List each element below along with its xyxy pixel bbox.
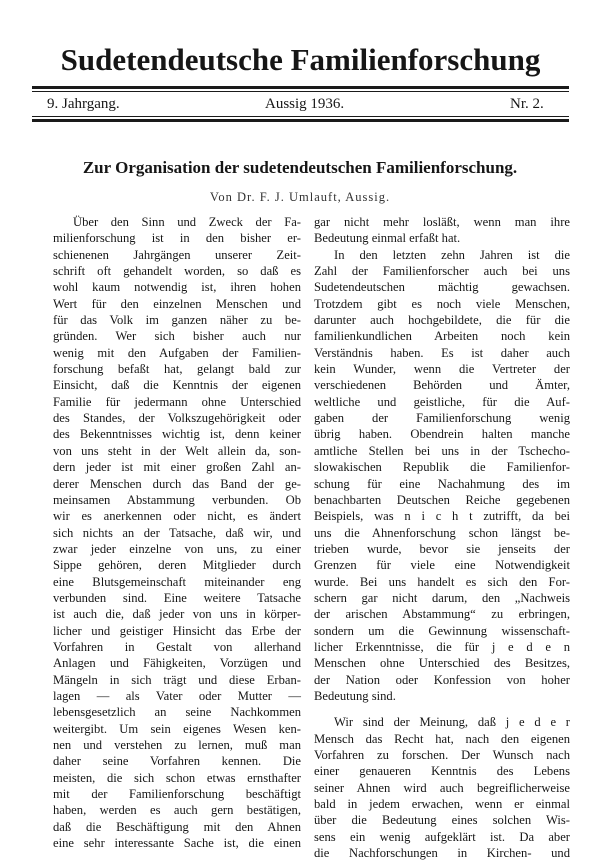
text-line: meisten, die sich schon etwas ernsthafter bbox=[53, 770, 301, 785]
text-line: Anlagen und Fähigkeiten, Vorzügen und bbox=[53, 656, 301, 671]
text-line: nen und verstehen zu lernen, muß man bbox=[53, 738, 301, 752]
text-line: sich nichts an der Tatsache, daß wir, und bbox=[53, 525, 301, 540]
text-line: Grenzen für viele eine Notwendigkeit bbox=[314, 558, 570, 573]
text-line: Sudetendeutschen mächtig gewachsen. bbox=[314, 280, 570, 295]
text-line: Einsicht, daß die Kenntnis der eigenen bbox=[53, 378, 301, 393]
text-line: meinsamen Abstammung verbunden. Ob bbox=[53, 492, 301, 507]
text-line: verbunden sind. Eine weitere Tatsache bbox=[53, 590, 301, 605]
text-line: einer genaueren Kenntnis des Lebens bbox=[314, 764, 570, 779]
text-line: Familie für jedermann ohne Unterschied bbox=[53, 394, 301, 409]
divider bbox=[32, 119, 569, 122]
text-line: Mängeln in sich trägt und diese Erban- bbox=[53, 672, 301, 687]
right-column bbox=[314, 214, 570, 861]
text-line: Bedeutung einmal erfaßt hat. bbox=[314, 231, 461, 246]
text-line: gaben der Familienforschung wenig bbox=[314, 411, 570, 426]
text-line: lagen — als Vater oder Mutter — bbox=[53, 688, 301, 703]
text-line: verschiedenen Behörden und Ämter, bbox=[314, 378, 570, 393]
text-line: eine sehr interessante Sache ist, die einen bbox=[53, 836, 301, 851]
text-line: Wir sind der Meinung, daß j e d e r bbox=[334, 715, 570, 730]
article-title: Zur Organisation der sudetendeutschen Familienforschung. bbox=[82, 158, 518, 177]
text-line: weltliche und geistliche, für die Auf- bbox=[314, 394, 570, 409]
text-line: lebensgesetzlich an seine Nachkommen bbox=[53, 705, 301, 720]
text-line: Beispiels, was n i c h t zutrifft, da bei bbox=[314, 509, 570, 524]
text-line: Vorfahren zu forschen. Der Wunsch nach bbox=[314, 748, 570, 762]
text-line: Sippe gehören, deren Mitglieder durch bbox=[53, 558, 301, 573]
text-line: trieben wurde, bevor sie jenseits der bbox=[314, 541, 570, 556]
text-line: In den letzten zehn Jahren ist die bbox=[334, 247, 570, 262]
text-line: der arischen Abstammung“ zu erbringen, bbox=[314, 607, 570, 622]
text-line: haben, werden es auch gern bestätigen, bbox=[53, 803, 301, 818]
text-line: der Nation oder Konfession von hoher bbox=[314, 672, 570, 687]
text-line: über die Bedeutung eines solchen Wis- bbox=[314, 813, 570, 828]
text-line: Menschen ohne Unterschied des Besitzes, bbox=[314, 656, 570, 671]
text-line: sondern um die Gewinnung wissenschaft- bbox=[314, 623, 570, 638]
text-line: schrift oft gehandelt worden, so daß es bbox=[53, 264, 301, 279]
text-line: slowakischen Republik die Familienfor- bbox=[314, 460, 570, 475]
divider bbox=[32, 116, 569, 117]
left-column bbox=[53, 214, 301, 851]
text-line: kein Wunder, wenn die Vertreter der bbox=[314, 362, 570, 377]
masthead-title: Sudetendeutsche Familienforschung bbox=[60, 42, 541, 77]
text-line: gar nicht mehr losläßt, wenn man ihre bbox=[314, 215, 570, 229]
text-line: Trotzdem gibt es noch viele Menschen, bbox=[314, 296, 570, 311]
text-line: forschung befaßt hat, gelangt bald zur bbox=[53, 362, 301, 377]
text-line: licher Erkenntnisse, die für j e d e n bbox=[314, 639, 570, 654]
text-line: schern gar nicht darum, den „Nachweis bbox=[314, 590, 570, 605]
text-line: derer Menschen durch das Band der ge- bbox=[53, 476, 301, 491]
text-line: darunter auch hochgebildete, die für die bbox=[314, 313, 570, 328]
text-line: wohl kaum notwendig ist, ihren hohen bbox=[53, 280, 301, 295]
text-line: gründen. Wer sich bisher auch nur bbox=[53, 329, 301, 344]
text-line: Vorfahren in Gestalt von allerhand bbox=[53, 639, 301, 654]
text-line: des Bekenntnisses wichtig ist, denn keiner bbox=[53, 427, 301, 442]
text-line: uns die Ahnenforschung schon längst be- bbox=[314, 525, 570, 540]
text-line: daher seine Vorfahren kennen. Die bbox=[53, 754, 301, 769]
text-line: Zahl der Familienforscher auch bei uns bbox=[314, 264, 570, 279]
text-line: Wert für den einzelnen Menschen und bbox=[53, 296, 301, 311]
text-line: benachbarten Deutschen Reiche gegebenen bbox=[314, 492, 570, 507]
text-line: wir es anerkennen oder nicht, es ändert bbox=[53, 509, 301, 524]
text-line: Verständnis haben. Es ist daher auch bbox=[314, 345, 570, 360]
text-line: seiner Ahnen wird auch begreiflicherweise bbox=[314, 780, 570, 795]
issue-number: Nr. 2. bbox=[510, 96, 544, 112]
text-line: milienforschung ist in den bisher er- bbox=[53, 231, 301, 246]
text-line: schung für eine Nachahmung des im bbox=[314, 476, 570, 491]
divider bbox=[32, 86, 569, 89]
text-line: amtliche Stellen bei uns in der Tschecho- bbox=[314, 443, 570, 458]
text-line: Über den Sinn und Zweck der Fa- bbox=[73, 215, 301, 229]
text-line: daß die Beschäftigung mit den Ahnen bbox=[53, 819, 301, 834]
text-line: schienenen Jahrgängen unserer Zeit- bbox=[53, 247, 301, 262]
text-line: eine Blutsgemeinschaft miteinander eng bbox=[53, 574, 301, 589]
text-line: zwar jeder einzelne von uns, zu einer bbox=[53, 541, 301, 556]
text-line: mit der Familienforschung beschäftigt bbox=[53, 787, 301, 802]
text-line: weitergibt. Um sein eigenes Wesen ken- bbox=[53, 721, 301, 736]
volume-label: 9. Jahrgang. bbox=[47, 96, 120, 112]
text-line: Bedeutung sind. bbox=[314, 688, 396, 703]
text-line: des Standes, der Volkszugehörigkeit oder bbox=[53, 411, 301, 426]
text-line: sens ein wenig aufgeklärt ist. Da aber bbox=[314, 829, 570, 844]
text-line: familienkundlichen Arbeiten noch kein bbox=[314, 329, 570, 344]
text-line: für das Volk im ganzen näher zu be- bbox=[53, 313, 301, 328]
text-line: bald in jedem erwachen, wenn er einmal bbox=[314, 797, 570, 812]
text-line: licher und geistiger Hinsicht das Erbe der bbox=[53, 623, 301, 638]
text-line: die Nachforschungen in Kirchen- und bbox=[314, 846, 570, 861]
text-line: ist auch die, daß jeder von uns in körper- bbox=[53, 607, 301, 622]
text-line: übrig haben. Obendrein halten manche bbox=[314, 427, 570, 442]
divider bbox=[32, 91, 569, 92]
text-line: wenig mit den Aufgaben der Familien- bbox=[53, 345, 301, 360]
text-line: dern jeder ist mit einer großen Zahl an- bbox=[53, 460, 301, 475]
text-line: wurde. Bei uns handelt es sich den For- bbox=[314, 574, 570, 589]
text-line: Mensch das Recht hat, nach den eigenen bbox=[314, 731, 570, 746]
article-byline: Von Dr. F. J. Umlauft, Aussig. bbox=[209, 190, 391, 204]
place-year: Aussig 1936. bbox=[265, 96, 345, 112]
paragraph-gap bbox=[314, 704, 570, 714]
text-line: von uns steht in der Welt allein da, son- bbox=[53, 443, 301, 458]
